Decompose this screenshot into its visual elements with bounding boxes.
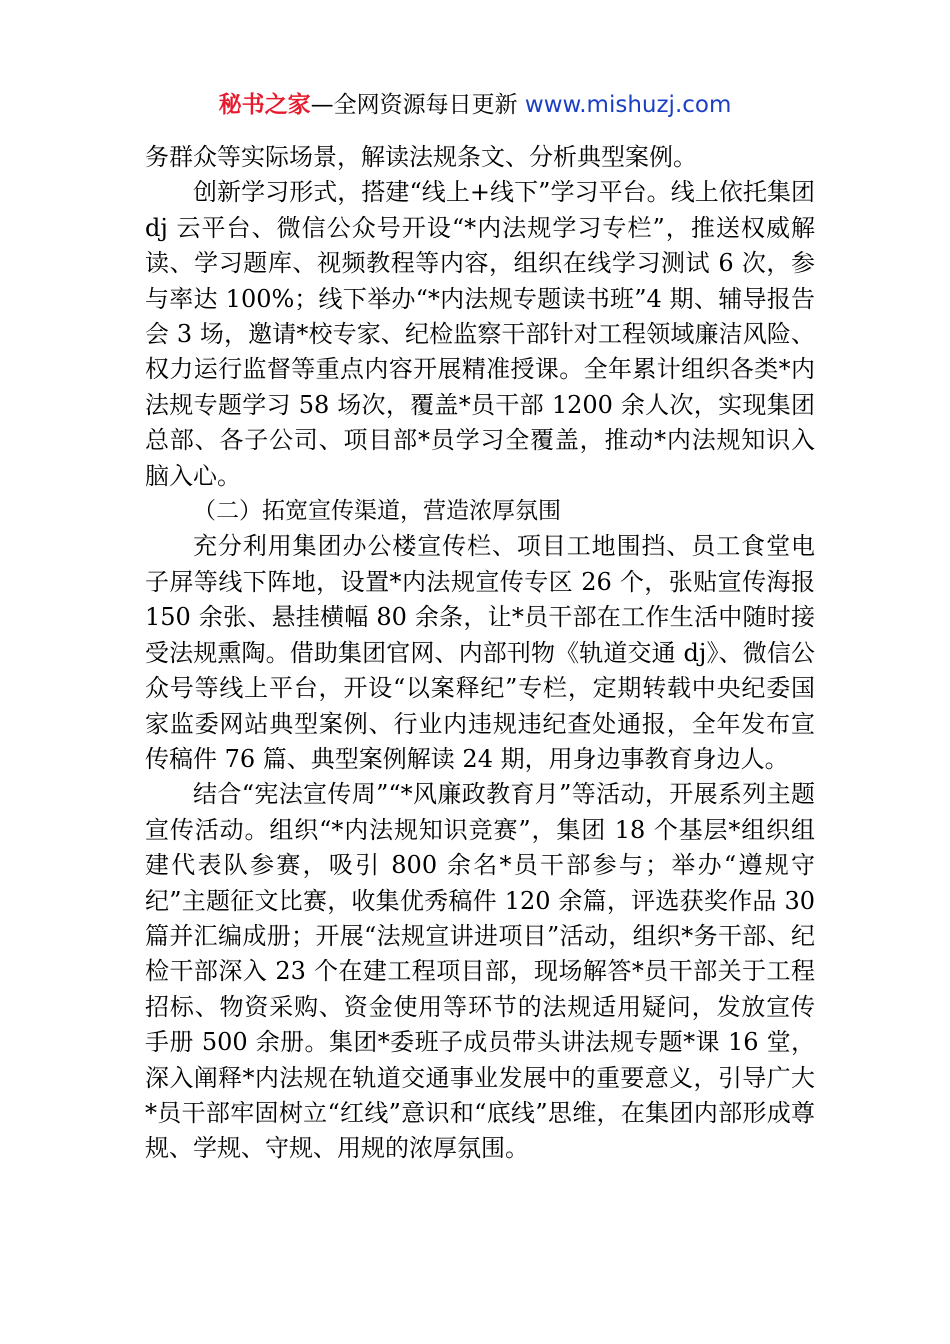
paragraph-learning-format: 创新学习形式，搭建“线上+线下”学习平台。线上依托集团 dj 云平台、微信公众号开设“*内法规学习专栏”，推送权威解读、学习题库、视频教程等内容，组织在线学习测试 6 次，参与率达 100%；线下举办“*内法规专题读书班”4 期、辅导报告会 3 场，邀请*校专家、纪检监察干部针对工程领域廉洁风险、权力运行监督等重点内容开展精准授课。全年累计组织各类*内法规专题学习 58 场次，覆盖*员干部 1200 余人次，实现集团总部、各子公司、项目部*员学习全覆盖，推动*内法规知识入脑入心。 (145, 178, 815, 490)
header-slogan: —全网资源每日更新 (310, 92, 525, 118)
paragraph-themed-activities: 结合“宪法宣传周”“*风廉政教育月”等活动，开展系列主题宣传活动。组织“*内法规知识竞赛”，集团 18 个基层*组织组建代表队参赛，吸引 800 余名*员干部参与；举办“遵规守纪”主题征文比赛，收集优秀稿件 120 余篇，评选获奖作品 30 篇并汇编成册；开展“法规宣讲进项目”活动，组织*务干部、纪检干部深入 23 个在建工程项目部，现场解答*员干部关于工程招标、物资采购、资金使用等环节的法规适用疑问，发放宣传手册 500 余册。集团*委班子成员带头讲法规专题*课 16 堂，深入阐释*内法规在轨道交通事业发展中的重要意义，引导广大*员干部牢固树立“红线”意识和“底线”思维，在集团内部形成尊规、学规、守规、用规的浓厚氛围。 (145, 780, 815, 1163)
brand-name: 秘书之家 (218, 92, 311, 118)
paragraph-continuation: 务群众等实际场景，解读法规条文、分析典型案例。 (145, 143, 697, 171)
site-url-link[interactable]: www.mishuzj.com (524, 92, 732, 118)
paragraph-publicity-channels: 充分利用集团办公楼宣传栏、项目工地围挡、员工食堂电子屏等线下阵地，设置*内法规宣传专区 26 个，张贴宣传海报 150 余张、悬挂横幅 80 余条，让*员干部在工作生活中随时接受法规熏陶。借助集团官网、内部刊物《轨道交通 dj》、微信公众号等线上平台，开设“以案释纪”专栏，定期转载中央纪委国家监委网站典型案例、行业内违规违纪查处通报，全年发布宣传稿件 76 篇、典型案例解读 24 期，用身边事教育身边人。 (145, 532, 815, 773)
section-heading: （二）拓宽宣传渠道，营造浓厚氛围 (193, 498, 561, 525)
page-header (0, 90, 950, 120)
document-body (145, 140, 815, 1167)
